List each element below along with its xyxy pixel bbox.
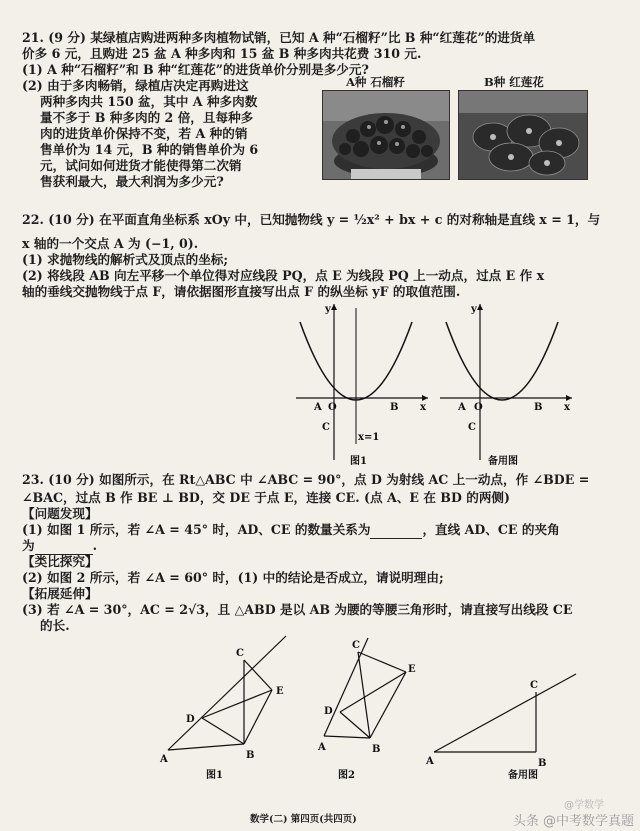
photo-a-caption: A种 石榴籽 xyxy=(346,75,405,89)
page-footer: 数学(二) 第四页(共四页) xyxy=(250,814,357,825)
fig3-point-e: E xyxy=(276,686,284,697)
fig1-y-label: y xyxy=(325,304,331,315)
watermark: 头条 @中考数学真题 xyxy=(512,814,634,829)
fig4-point-a: A xyxy=(318,742,326,753)
fig3-point-a: A xyxy=(160,754,168,765)
q21-part-2-line-6: 元，试问如何进货才能使得第二次销 xyxy=(40,158,242,173)
q22-part-1: (1) 求抛物线的解析式及顶点的坐标; xyxy=(22,252,229,267)
fig4-point-b: B xyxy=(372,744,381,755)
fig3-point-b: B xyxy=(246,750,255,761)
fig2-point-o: O xyxy=(474,402,483,413)
geometry-figure-backup xyxy=(426,660,586,780)
parabola-figure-1 xyxy=(292,300,432,470)
watermark-small: @学数学 xyxy=(564,800,604,811)
q22-part-2-line-2: 轴的垂线交抛物线于点 F，请依据图形直接写出点 F 的纵坐标 yF 的取值范围. xyxy=(22,284,461,299)
q21-part-2-line-7: 售获利最大，最大利润为多少元? xyxy=(40,174,224,189)
fig5-point-b: B xyxy=(538,758,547,769)
fig2-point-c: C xyxy=(468,422,476,433)
geometry-figure-2 xyxy=(318,632,428,782)
q21-part-2-line-3: 量不多于 B 种多肉的 2 倍，且每种多 xyxy=(40,110,254,125)
photo-honglianhua xyxy=(458,90,588,180)
q23-heading-3: 【拓展延伸】 xyxy=(22,586,98,601)
q23-heading-1: 【问题发现】 xyxy=(22,506,98,521)
fig5-caption: 备用图 xyxy=(508,770,538,781)
fig3-point-c: C xyxy=(236,648,244,659)
q22-line-2: x 轴的一个交点 A 为 (−1, 0). xyxy=(22,236,199,251)
photo-b-caption: B种 红莲花 xyxy=(484,75,544,89)
fig3-point-d: D xyxy=(186,714,195,725)
fig2-point-a: A xyxy=(458,402,466,413)
q23-part-1-line-2: 为 . xyxy=(22,538,97,553)
fig2-point-b: B xyxy=(534,402,543,413)
fig3-caption: 图1 xyxy=(206,770,223,781)
q23-line-1: 23. (10 分) 如图所示，在 Rt△ABC 中 ∠ABC = 90°，点 D 为射线 AC 上一动点，作 ∠BDE = xyxy=(22,472,590,487)
fig1-point-a: A xyxy=(314,402,322,413)
q23-line-2: ∠BAC，过点 B 作 BE ⊥ BD，交 DE 于点 E，连接 CE. (点 A、E 在 BD 的两侧) xyxy=(22,490,510,505)
q22-part-2-line-1: (2) 将线段 AB 向左平移一个单位得对应线段 PQ，点 E 为线段 PQ 上一动点，过点 E 作 x xyxy=(22,268,545,283)
fig4-caption: 图2 xyxy=(338,770,355,781)
fig2-caption: 备用图 xyxy=(488,456,518,467)
q21-line-1: 21. (9 分) 某绿植店购进两种多肉植物试销，已知 A 种“石榴籽”比 B 种“红莲花”的进货单 xyxy=(22,30,536,45)
fig4-point-e: E xyxy=(408,664,416,675)
q23-part-3-line-1: (3) 若 ∠A = 30°，AC = 2√3，且 △ABD 是以 AB 为腰的等腰三角形时，请直接写出线段 CE xyxy=(22,602,573,617)
geometry-figure-1 xyxy=(156,632,306,782)
fig1-axis-label: x=1 xyxy=(358,432,380,443)
q21-part-2-line-1: (2) 由于多肉畅销，绿植店决定再购进这 xyxy=(22,78,249,93)
q21-line-2: 价多 6 元，且购进 25 盆 A 种多肉和 15 盆 B 种多肉共花费 310 元. xyxy=(22,46,422,61)
parabola-figure-backup xyxy=(436,300,576,470)
q23-part-1-line-1 xyxy=(22,522,622,539)
q23-part-2: (2) 如图 2 所示，若 ∠A = 60° 时，(1) 中的结论是否成立，请说明理由; xyxy=(22,570,444,585)
q23-part-1-text-c: 为 xyxy=(22,538,35,553)
fig5-point-c: C xyxy=(530,680,538,691)
q21-part-2-line-2: 两种多肉共 150 盆，其中 A 种多肉数 xyxy=(40,94,258,109)
q23-part-1-text-a: (1) 如图 1 所示，若 ∠A = 45° 时，AD、CE 的数量关系为 xyxy=(22,522,371,537)
fig4-point-c: C xyxy=(352,640,360,651)
fig1-point-c: C xyxy=(322,422,330,433)
fig2-x-label: x xyxy=(564,402,570,413)
fig4-point-d: D xyxy=(324,706,333,717)
fig1-caption: 图1 xyxy=(350,456,367,467)
q21-part-1: (1) A 种“石榴籽”和 B 种“红莲花”的进货单价分别是多少元? xyxy=(22,62,369,77)
answer-blank-2[interactable] xyxy=(35,538,93,555)
fig5-point-a: A xyxy=(426,756,434,767)
q23-part-3-line-2: 的长. xyxy=(40,618,70,633)
q21-part-2-line-4: 肉的进货单价保持不变，若 A 种的销 xyxy=(40,126,248,141)
q22-line-1: 22. (10 分) 在平面直角坐标系 xOy 中，已知抛物线 y = ½x² + bx + c 的对称轴是直线 x = 1，与 xyxy=(22,212,601,227)
q23-part-1-text-b: ，直线 AD、CE 的夹角 xyxy=(422,522,560,537)
q23-heading-2: 【类比探究】 xyxy=(22,554,98,569)
answer-blank-1[interactable] xyxy=(370,522,422,539)
q21-part-2-line-5: 售单价为 14 元，B 种的销售单价为 6 xyxy=(40,142,259,157)
fig1-point-o: O xyxy=(328,402,337,413)
photo-shiliuzi xyxy=(322,90,450,180)
fig1-x-label: x xyxy=(420,402,426,413)
fig1-point-b: B xyxy=(390,402,399,413)
fig2-y-label: y xyxy=(471,304,477,315)
